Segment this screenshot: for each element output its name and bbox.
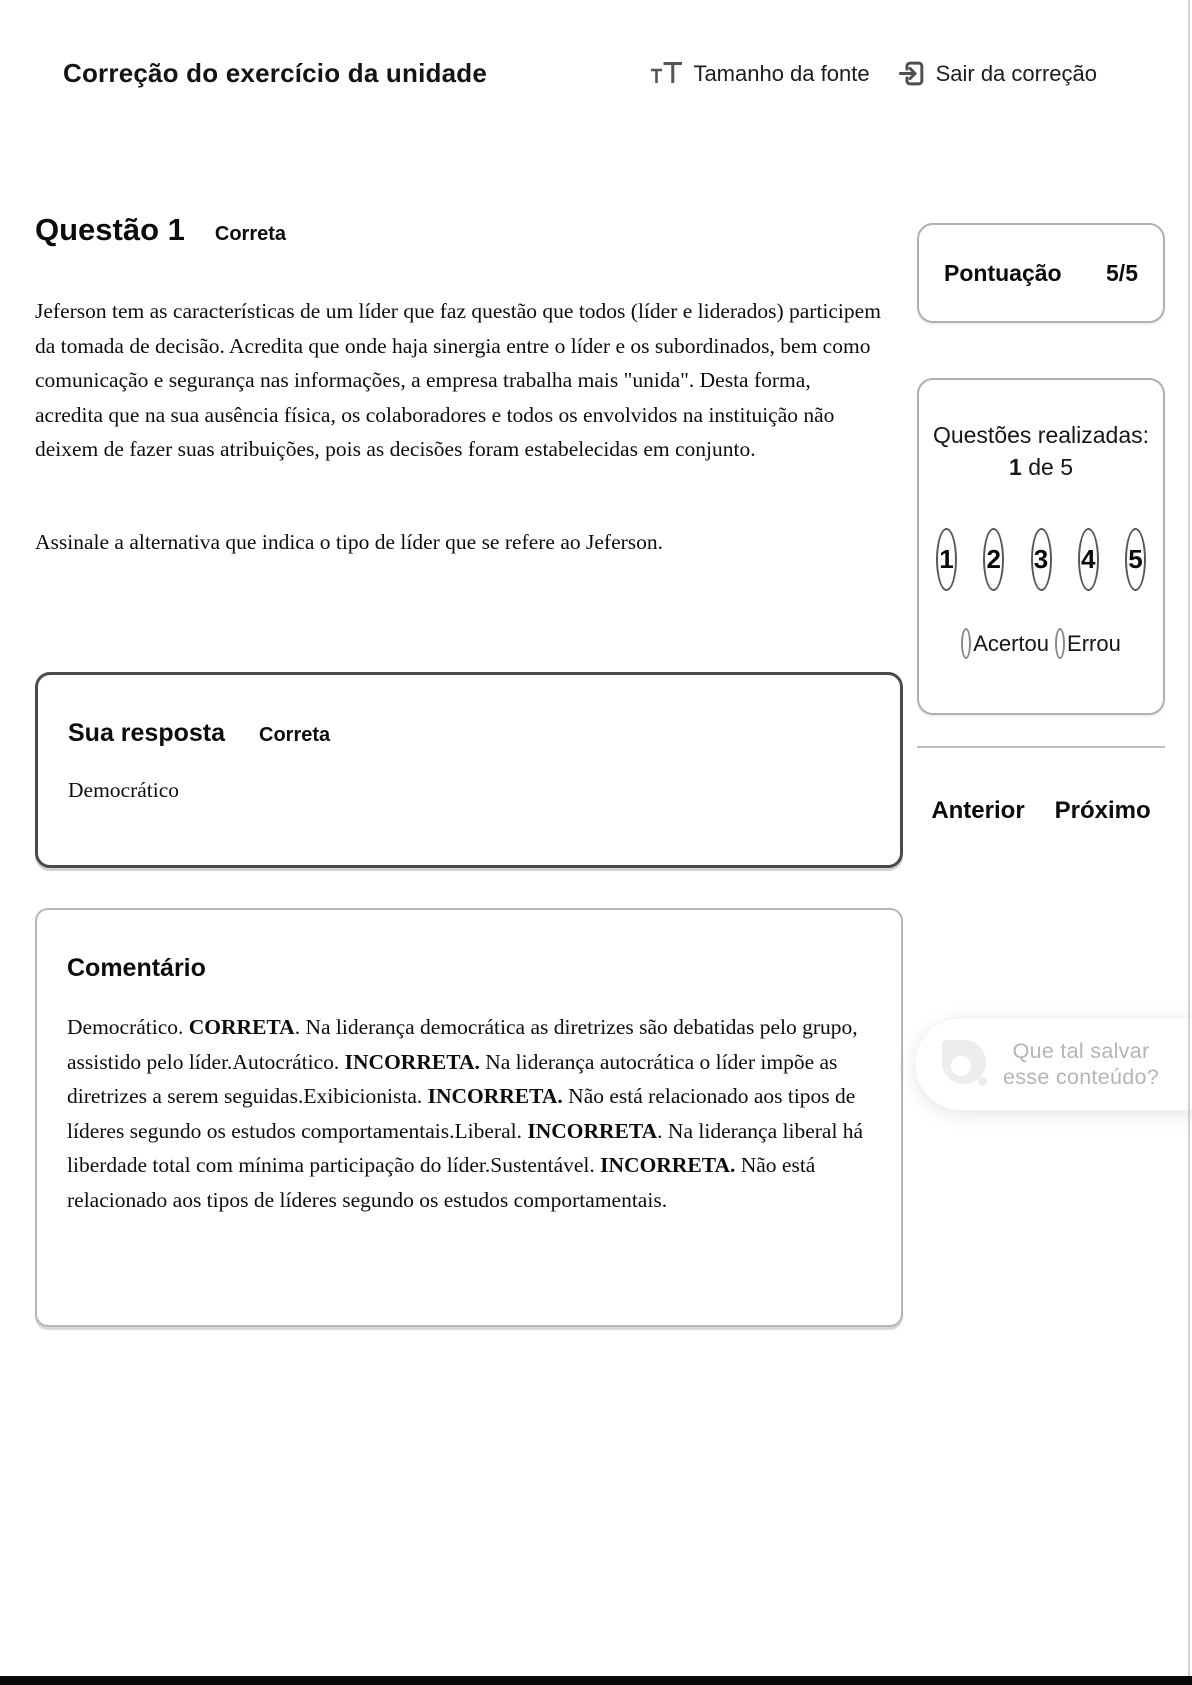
- progress-current: 1: [1009, 454, 1022, 480]
- bottom-bar: [0, 1676, 1192, 1685]
- score-value: 5/5: [1106, 259, 1138, 286]
- legend-label: Errou: [1067, 630, 1121, 656]
- question-oval-3[interactable]: 3: [1031, 528, 1052, 591]
- comment-title: Comentário: [67, 954, 206, 982]
- header-actions: [648, 58, 1097, 89]
- question-oval-4[interactable]: 4: [1078, 528, 1099, 591]
- question-title: Questão 1: [35, 212, 185, 247]
- question-oval-5[interactable]: 5: [1125, 528, 1146, 591]
- header: [63, 58, 1097, 89]
- comment-box: [35, 908, 903, 1327]
- legend-oval-icon: [1055, 628, 1065, 659]
- brand-drop-icon: [937, 1035, 991, 1094]
- progress-card: [917, 378, 1165, 715]
- save-prompt-line2: esse conteúdo?: [1003, 1065, 1160, 1089]
- question-oval-1[interactable]: 1: [936, 528, 957, 591]
- legend-item-errou: [1055, 628, 1121, 659]
- question-body: Jeferson tem as características de um líder que faz questão que todos (líder e liderados) participem da tomada de decisão. Acredita que onde haja sinergia entre o líder e os subordinados, bem como comunicação e segurança nas informações, a empresa trabalha mais "unida". Desta forma, acredita que na sua ausência física, os colaboradores e todos os envolvidos na instituição não deixem de fazer suas atribuições, pois as decisões foram estabelecidas em conjunto.: [35, 299, 881, 461]
- progress-title: Questões realizadas:: [932, 422, 1150, 448]
- question-oval-2[interactable]: 2: [983, 528, 1004, 591]
- exit-correction-button[interactable]: [896, 58, 1097, 89]
- comment-text: Democrático. CORRETA. Na liderança democrática as diretrizes são debatidas pelo grupo, assistido pelo líder.Autocrático. INCORRETA. Na liderança autocrática o líder impõe as diretrizes a serem seguidas.Exibicionista. INCORRETA. Não está relacionado aos tipos de líderes segundo os estudos comportamentais.Liberal. INCORRETA. Na liderança liberal há liberdade total com mínima participação do líder.Sustentável. INCORRETA. Não está relacionado aos tipos de líderes segundo os estudos comportamentais.: [67, 1015, 864, 1212]
- font-size-icon: [648, 60, 684, 87]
- scrollbar[interactable]: [1188, 0, 1190, 1676]
- save-prompt-line1: Que tal salvar: [1012, 1039, 1150, 1063]
- question-status-badge: Correta: [214, 223, 287, 245]
- font-size-button[interactable]: [648, 60, 869, 87]
- answer-status-badge: Correta: [259, 724, 331, 746]
- question-nav: [917, 797, 1165, 825]
- next-button[interactable]: Próximo: [1054, 797, 1151, 824]
- page-title: Correção do exercício da unidade: [63, 58, 487, 88]
- exit-label: Sair da correção: [935, 60, 1097, 86]
- previous-button[interactable]: Anterior: [931, 797, 1025, 824]
- font-size-label: Tamanho da fonte: [693, 60, 870, 86]
- save-prompt-text: [1003, 1038, 1159, 1090]
- sidebar-divider: [917, 746, 1165, 748]
- save-content-prompt[interactable]: [915, 1018, 1192, 1110]
- progress-separator: de: [1028, 454, 1054, 480]
- score-label: Pontuação: [944, 259, 1062, 286]
- legend: [919, 628, 1163, 659]
- progress-total: 5: [1060, 454, 1073, 480]
- answer-title: Sua resposta: [68, 719, 226, 747]
- legend-oval-icon: [961, 628, 971, 659]
- score-card: [917, 223, 1165, 323]
- progress-count: [919, 454, 1163, 481]
- question-instruction: Assinale a alternativa que indica o tipo de líder que se refere ao Jeferson.: [35, 530, 664, 554]
- question-ovals: [919, 528, 1163, 591]
- answer-header: [68, 719, 870, 748]
- answer-box: [35, 672, 903, 868]
- exit-icon: [896, 58, 927, 89]
- question-header: [35, 212, 286, 248]
- legend-label: Acertou: [973, 630, 1050, 656]
- answer-value: Democrático: [68, 778, 180, 802]
- legend-item-acertou: [961, 628, 1049, 659]
